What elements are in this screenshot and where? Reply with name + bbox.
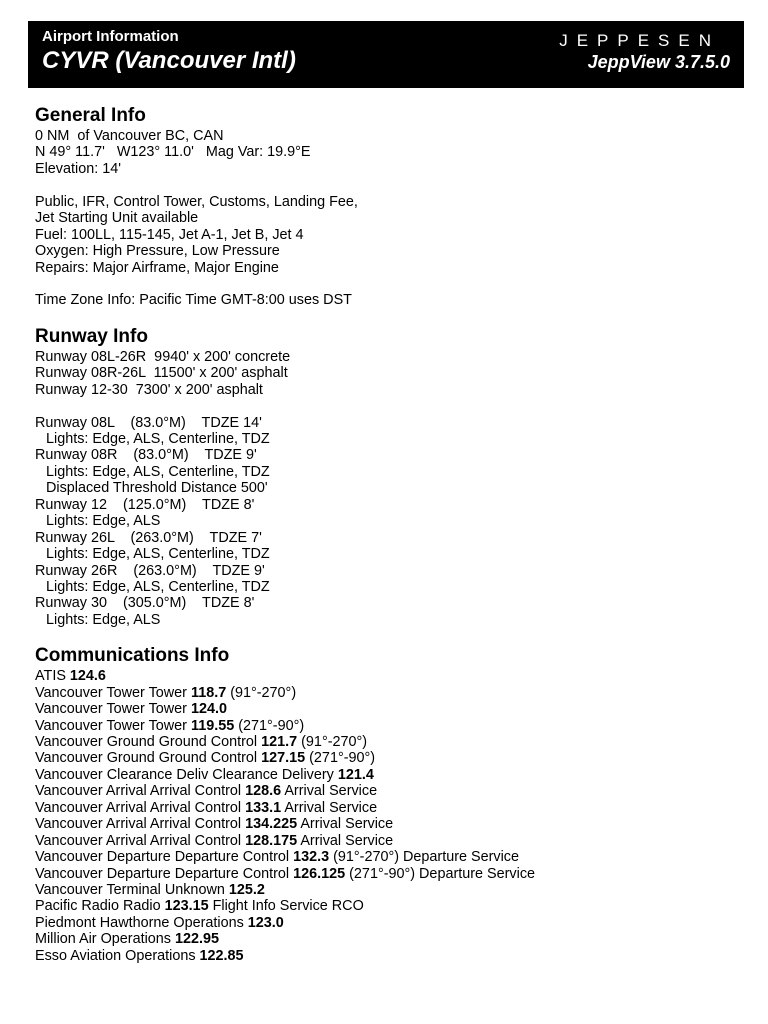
- runway-heading: Runway 26R (263.0°M) TDZE 9': [35, 562, 265, 579]
- comm-row: [35, 668, 745, 684]
- comm-row: [35, 849, 745, 865]
- general-info-line: N 49° 11.7' W123° 11.0' Mag Var: 19.9°E: [35, 144, 311, 161]
- comm-frequency: 126.125: [293, 865, 346, 882]
- general-info-line: 0 NM of Vancouver BC, CAN: [35, 128, 224, 144]
- app-version: JeppView 3.7.5.0: [587, 52, 730, 72]
- comm-note: Arrival Service: [284, 799, 378, 816]
- comm-name: Vancouver Ground Ground Control: [35, 734, 258, 750]
- runway-detail: [35, 415, 745, 448]
- comm-frequency: 134.225: [245, 816, 298, 833]
- general-info-lines: [35, 128, 745, 309]
- comm-frequency: 127.15: [261, 750, 306, 767]
- runway-note: Lights: Edge, ALS: [46, 513, 161, 530]
- comm-frequency: 122.95: [174, 931, 219, 948]
- comm-note: (91°-270°): [230, 684, 297, 701]
- comm-note: Arrival Service: [284, 783, 378, 800]
- comm-row: [35, 734, 745, 750]
- comm-name: Vancouver Tower Tower: [35, 684, 187, 701]
- comm-row: [35, 948, 745, 964]
- blank-line: [35, 177, 745, 193]
- comm-note: Arrival Service: [300, 832, 394, 849]
- runway-details: [35, 415, 745, 629]
- runway-detail: [35, 563, 745, 596]
- runway-summary-line: Runway 08L-26R 9940' x 200' concrete: [35, 348, 291, 365]
- comm-row: [35, 783, 745, 799]
- general-info-line: Public, IFR, Control Tower, Customs, Landing Fee,: [35, 193, 358, 210]
- comm-name: Vancouver Ground Ground Control: [35, 750, 258, 767]
- comm-name: Vancouver Clearance Deliv Clearance Delivery: [35, 766, 334, 783]
- general-info-line: Elevation: 14': [35, 160, 121, 177]
- comm-name: Vancouver Arrival Arrival Control: [35, 799, 242, 816]
- runway-info-section: [35, 325, 745, 628]
- comm-note: (91°-270°) Departure Service: [333, 849, 520, 866]
- general-info-line: Fuel: 100LL, 115-145, Jet A-1, Jet B, Jet 4: [35, 226, 304, 243]
- runway-note: Lights: Edge, ALS, Centerline, TDZ: [46, 431, 270, 447]
- general-info-line: Jet Starting Unit available: [35, 210, 199, 227]
- comm-row: [35, 816, 745, 832]
- section-title-comms: Communications Info: [35, 645, 230, 667]
- blank-line: [35, 276, 745, 292]
- comm-row: [35, 898, 745, 914]
- comm-name: ATIS: [35, 668, 66, 685]
- comm-row: [35, 915, 745, 931]
- comm-name: Vancouver Arrival Arrival Control: [35, 816, 242, 833]
- comm-frequency: 121.4: [337, 766, 374, 783]
- comm-row: [35, 685, 745, 701]
- runway-note: Displaced Threshold Distance 500': [46, 480, 268, 497]
- comm-name: Pacific Radio Radio: [35, 898, 161, 915]
- comm-frequency: 128.175: [245, 832, 298, 849]
- comm-name: Vancouver Departure Departure Control: [35, 865, 290, 882]
- comm-frequency: 119.55: [190, 717, 235, 734]
- airport-title: CYVR (Vancouver Intl): [42, 47, 296, 74]
- comm-row: [35, 882, 745, 898]
- comm-frequency: 128.6: [245, 783, 282, 800]
- comm-frequency: 125.2: [228, 881, 265, 898]
- comm-frequency: 132.3: [293, 849, 330, 866]
- runway-heading: Runway 12 (125.0°M) TDZE 8': [35, 496, 255, 513]
- general-info-section: [35, 104, 745, 309]
- general-info-line: Oxygen: High Pressure, Low Pressure: [35, 243, 280, 260]
- comm-note: (271°-90°) Departure Service: [349, 865, 536, 882]
- comm-name: Vancouver Arrival Arrival Control: [35, 783, 242, 800]
- comm-name: Vancouver Tower Tower: [35, 701, 187, 718]
- comm-row: [35, 767, 745, 783]
- runway-heading: Runway 30 (305.0°M) TDZE 8': [35, 595, 255, 612]
- comm-note: Arrival Service: [300, 816, 394, 833]
- airport-info-body: [35, 104, 745, 964]
- communications-info-section: [35, 644, 745, 964]
- comm-note: (271°-90°): [309, 750, 376, 767]
- comm-row: [35, 931, 745, 947]
- comm-frequency: 133.1: [245, 799, 282, 816]
- comm-frequency: 124.6: [69, 668, 106, 685]
- comm-row: [35, 750, 745, 766]
- comm-frequency: 123.0: [247, 914, 284, 931]
- runway-detail: [35, 530, 745, 563]
- header-banner: [28, 21, 744, 88]
- brand-name: JEPPESEN: [559, 31, 720, 50]
- comm-name: Vancouver Departure Departure Control: [35, 849, 290, 866]
- comms-list: [35, 668, 745, 964]
- runway-detail: [35, 595, 745, 628]
- comm-name: Vancouver Arrival Arrival Control: [35, 832, 242, 849]
- comm-note: (271°-90°): [238, 717, 305, 734]
- section-title-general: General Info: [35, 105, 146, 126]
- comm-note: (91°-270°): [301, 734, 368, 750]
- comm-frequency: 123.15: [164, 898, 209, 915]
- runway-summary: [35, 349, 745, 398]
- runway-note: Lights: Edge, ALS, Centerline, TDZ: [46, 546, 270, 563]
- runway-detail: [35, 497, 745, 530]
- header-subtitle: Airport Information: [42, 28, 179, 45]
- general-info-line: Time Zone Info: Pacific Time GMT-8:00 uses DST: [35, 292, 352, 309]
- runway-summary-line: Runway 08R-26L 11500' x 200' asphalt: [35, 365, 288, 382]
- comm-frequency: 122.85: [199, 947, 244, 964]
- runway-summary-line: Runway 12-30 7300' x 200' asphalt: [35, 381, 263, 398]
- runway-heading: Runway 26L (263.0°M) TDZE 7': [35, 529, 262, 546]
- general-info-line: Repairs: Major Airframe, Major Engine: [35, 259, 279, 276]
- runway-note: Lights: Edge, ALS, Centerline, TDZ: [46, 578, 270, 595]
- runway-note: Lights: Edge, ALS, Centerline, TDZ: [46, 463, 270, 480]
- runway-heading: Runway 08L (83.0°M) TDZE 14': [35, 414, 262, 431]
- runway-detail: [35, 447, 745, 496]
- comm-row: [35, 718, 745, 734]
- comm-name: Million Air Operations: [35, 931, 171, 948]
- comm-name: Esso Aviation Operations: [35, 947, 196, 964]
- comm-row: [35, 800, 745, 816]
- comm-frequency: 118.7: [190, 684, 227, 701]
- section-title-runway: Runway Info: [35, 325, 148, 347]
- runway-note: Lights: Edge, ALS: [46, 611, 161, 628]
- comm-name: Vancouver Terminal Unknown: [35, 881, 225, 898]
- comm-row: [35, 866, 745, 882]
- comm-row: [35, 701, 745, 717]
- comm-frequency: 124.0: [190, 701, 227, 718]
- comm-frequency: 121.7: [261, 734, 298, 750]
- runway-heading: Runway 08R (83.0°M) TDZE 9': [35, 447, 257, 464]
- comm-note: Flight Info Service RCO: [212, 898, 364, 915]
- comm-name: Piedmont Hawthorne Operations: [35, 914, 244, 931]
- comm-name: Vancouver Tower Tower: [35, 717, 187, 734]
- comm-row: [35, 833, 745, 849]
